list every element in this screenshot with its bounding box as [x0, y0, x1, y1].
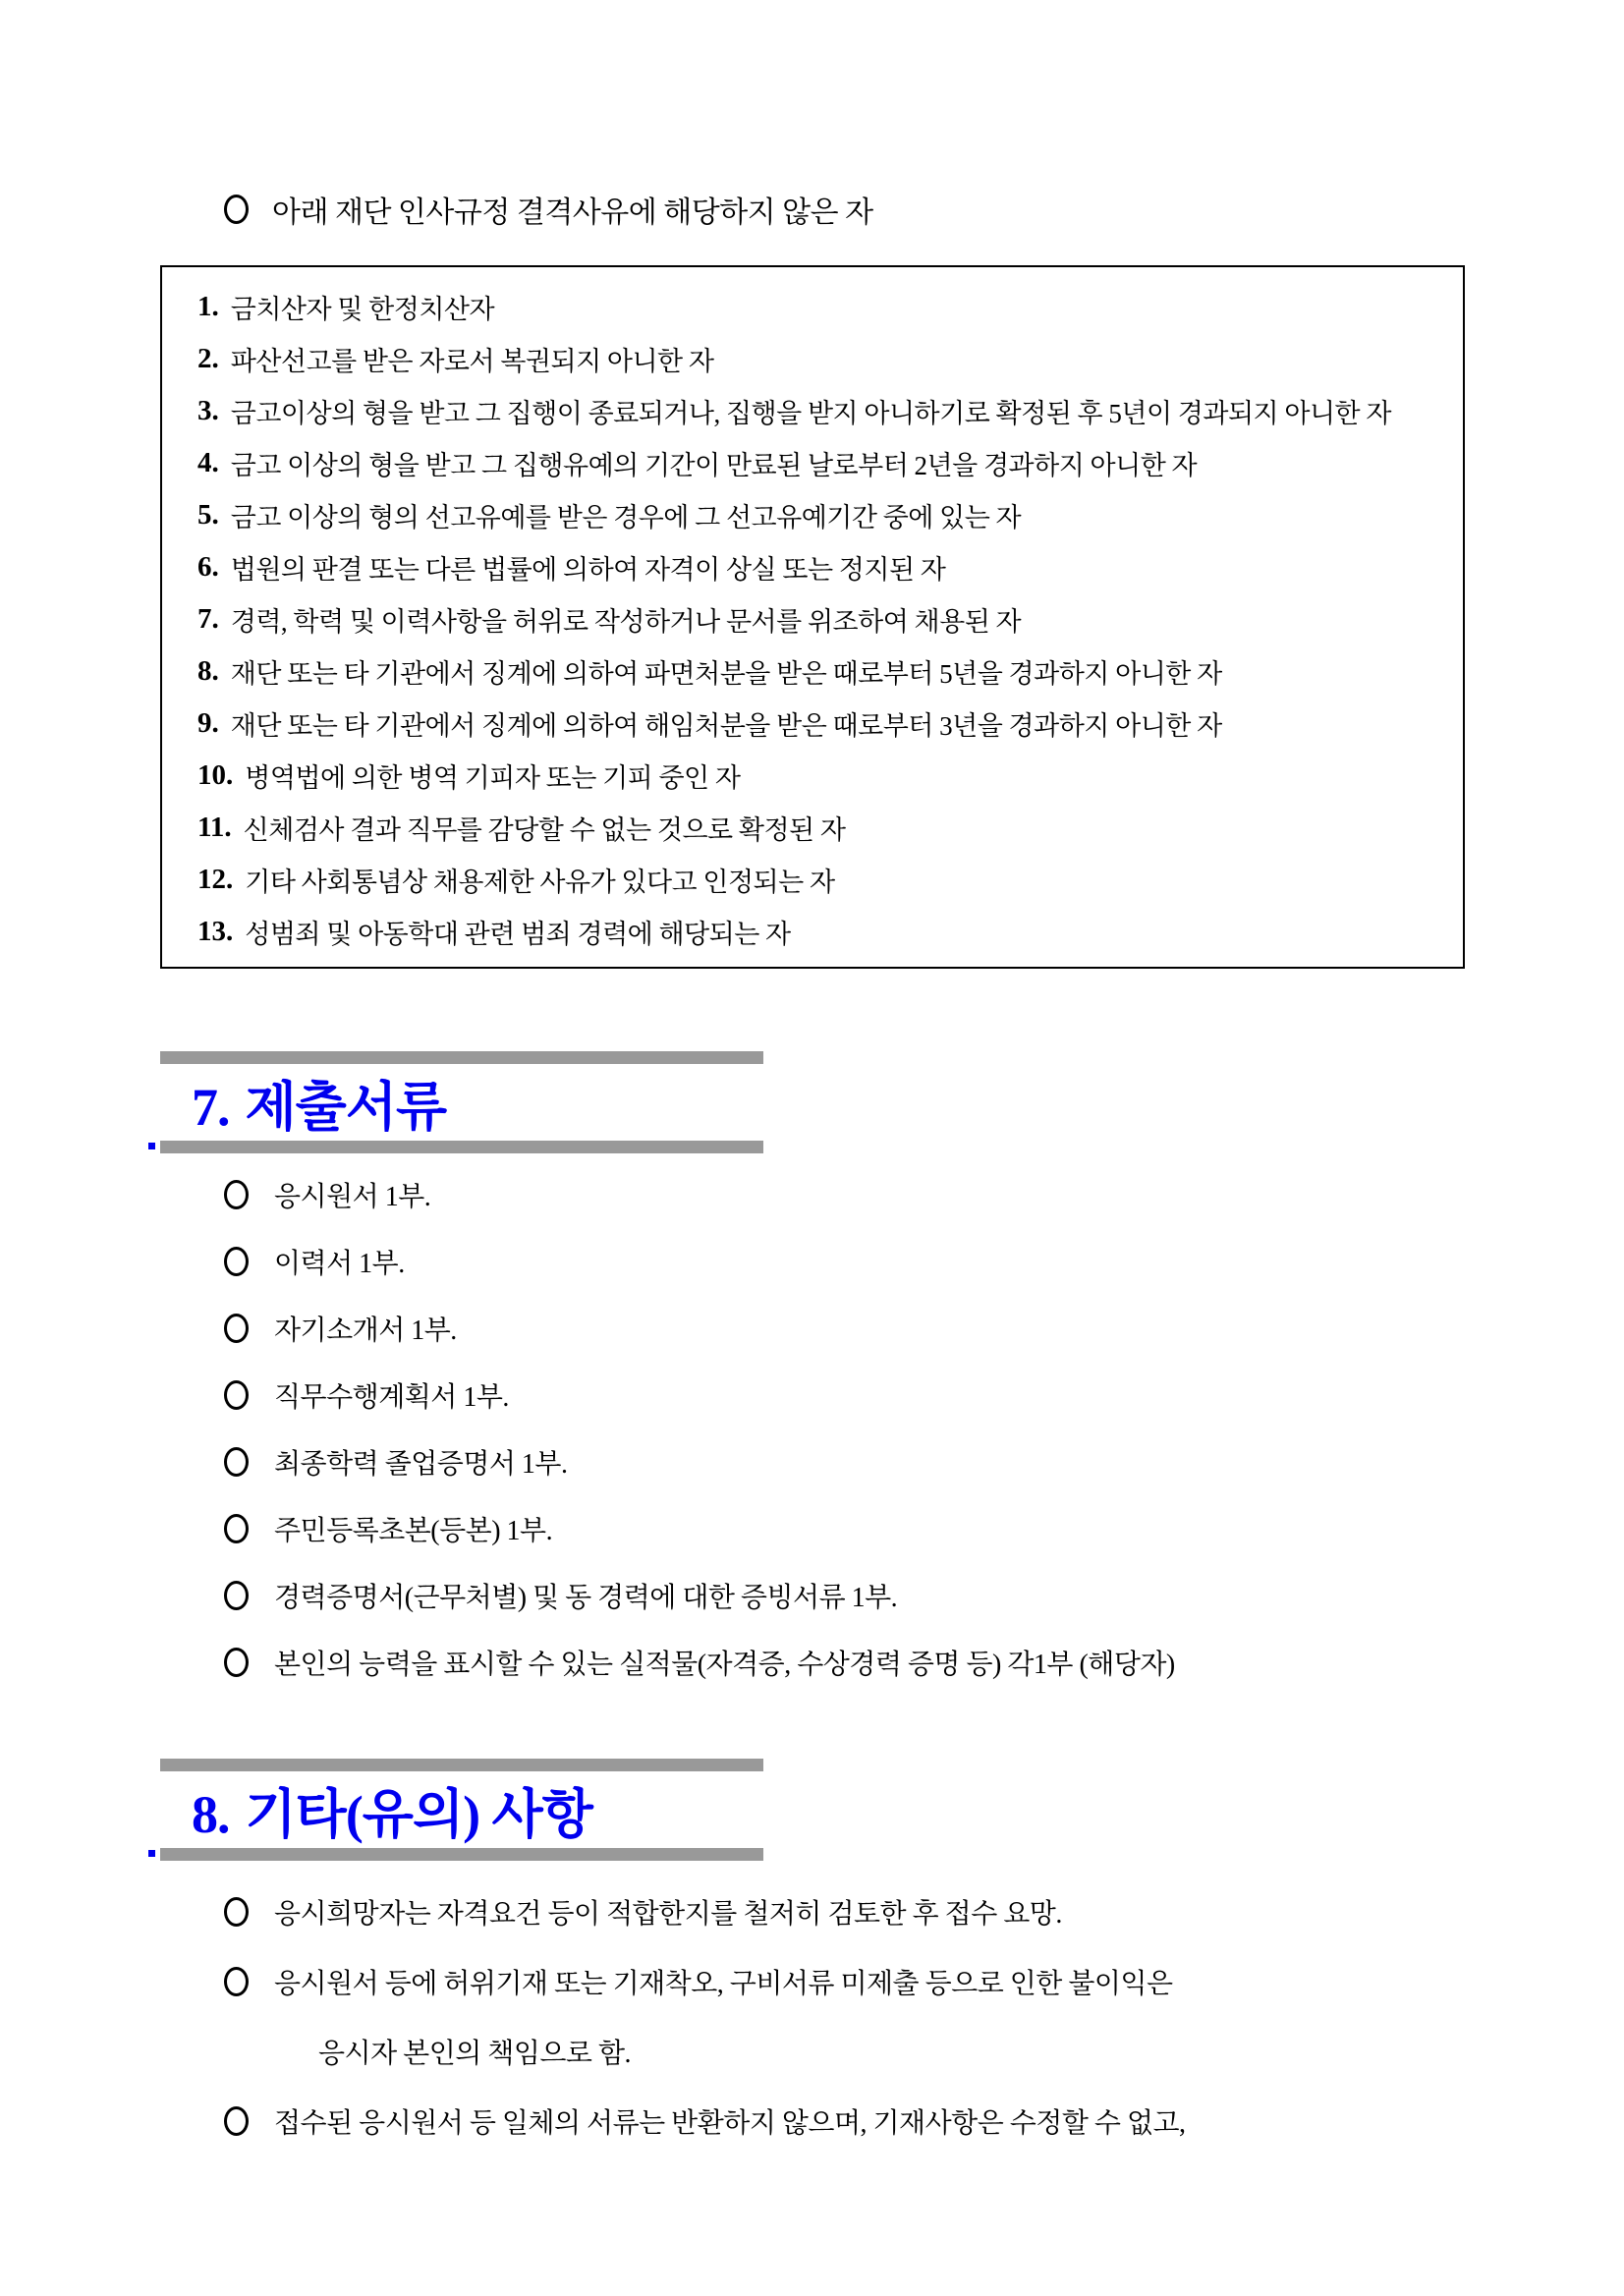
list-item: [197, 437, 1447, 489]
bullet-text: 직무수행계획서 1부.: [274, 1382, 509, 1413]
bullet-text: 경력증명서(근무처별) 및 동 경력에 대한 증빙서류 1부.: [274, 1583, 898, 1613]
item-number: 1.: [197, 291, 219, 322]
list-item: [197, 750, 1447, 802]
list-item: [224, 1295, 1175, 1362]
list-item: [197, 854, 1447, 906]
section-number: 7.: [192, 1077, 230, 1137]
item-text: 금고 이상의 형을 받고 그 집행유예의 기간이 만료된 날로부터 2년을 경과하지 아니한 자: [230, 451, 1198, 480]
bullet-text: 최종학력 졸업증명서 1부.: [274, 1449, 568, 1480]
item-text: 경력, 학력 및 이력사항을 허위로 작성하거나 문서를 위조하여 채용된 자: [230, 607, 1022, 637]
list-item: [197, 802, 1447, 854]
list-item: [197, 489, 1447, 541]
item-text: 법원의 판결 또는 다른 법률에 의하여 자격이 상실 또는 정지된 자: [230, 555, 946, 585]
item-number: 3.: [197, 395, 219, 426]
submission-documents-list: [224, 1161, 1175, 1696]
item-number: 7.: [197, 603, 219, 635]
circle-bullet-icon: [224, 1514, 249, 1543]
circle-bullet-icon: [224, 1314, 249, 1343]
item-text: 금고 이상의 형의 선고유예를 받은 경우에 그 선고유예기간 중에 있는 자: [230, 503, 1022, 532]
item-number: 13.: [197, 916, 234, 947]
circle-bullet-icon: [224, 2106, 249, 2136]
list-item: [197, 698, 1447, 750]
bullet-text: 본인의 능력을 표시할 수 있는 실적물(자격증, 수상경력 증명 등) 각1부 (해당자): [274, 1650, 1175, 1680]
list-item: [224, 1161, 1175, 1228]
item-number: 2.: [197, 343, 219, 374]
list-item: [197, 593, 1447, 645]
list-item: [224, 1495, 1175, 1562]
blue-dot-icon: [148, 1143, 155, 1149]
list-item: [224, 1629, 1175, 1696]
heading-bar-bottom: [160, 1141, 763, 1153]
list-item: [224, 1562, 1175, 1629]
list-item: [224, 1228, 1175, 1295]
list-item: [224, 1946, 1186, 2016]
item-text: 금고이상의 형을 받고 그 집행이 종료되거나, 집행을 받지 아니하기로 확정된 후 5년이 경과되지 아니한 자: [230, 399, 1391, 428]
bullet-text: 응시자 본인의 책임으로 함.: [318, 2038, 632, 2069]
item-number: 11.: [197, 812, 232, 843]
heading-bar-top: [160, 1051, 763, 1064]
bullet-text: 주민등록초본(등본) 1부.: [274, 1516, 553, 1546]
bullet-text: 접수된 응시원서 등 일체의 서류는 반환하지 않으며, 기재사항은 수정할 수 없고,: [274, 2107, 1186, 2139]
list-item: [224, 2086, 1186, 2156]
list-item: [197, 385, 1447, 437]
circle-bullet-icon: [224, 1447, 249, 1477]
list-item: [197, 906, 1447, 958]
list-item: [197, 333, 1447, 385]
section-8-heading-block: [160, 1759, 763, 1861]
item-number: 6.: [197, 551, 219, 583]
heading-bar-top: [160, 1759, 763, 1771]
intro-text: 아래 재단 인사규정 결격사유에 해당하지 않은 자: [272, 196, 873, 229]
bullet-text: 이력서 1부.: [274, 1249, 405, 1279]
item-number: 12.: [197, 864, 234, 895]
list-item: [224, 1428, 1175, 1495]
section-number: 8.: [192, 1784, 230, 1844]
bullet-text: 응시희망자는 자격요건 등이 적합한지를 철저히 검토한 후 접수 요망.: [274, 1898, 1062, 1930]
item-number: 5.: [197, 499, 219, 531]
item-number: 9.: [197, 707, 219, 739]
section-7-heading-block: [160, 1051, 763, 1153]
circle-bullet-icon: [224, 1380, 249, 1410]
item-text: 기타 사회통념상 채용제한 사유가 있다고 인정되는 자: [245, 868, 835, 897]
section-7-heading: [160, 1064, 763, 1141]
circle-bullet-icon: [224, 1967, 249, 1996]
item-text: 재단 또는 타 기관에서 징계에 의하여 파면처분을 받은 때로부터 5년을 경과하지 아니한 자: [230, 659, 1222, 689]
circle-bullet-icon: [224, 1648, 249, 1677]
bullet-text: 응시원서 1부.: [274, 1182, 431, 1212]
item-text: 금치산자 및 한정치산자: [230, 295, 495, 324]
blue-dot-icon: [148, 1850, 155, 1857]
circle-bullet-icon: [224, 1897, 249, 1927]
circle-bullet-icon: [224, 1247, 249, 1276]
list-item: [197, 281, 1447, 333]
heading-bar-bottom: [160, 1848, 763, 1861]
list-item-continuation: [224, 2016, 1186, 2086]
list-item: [197, 541, 1447, 593]
list-item: [224, 1876, 1186, 1946]
intro-line: [224, 187, 873, 232]
disqualification-box: [160, 265, 1465, 969]
list-item: [224, 1362, 1175, 1428]
item-text: 병역법에 의한 병역 기피자 또는 기피 중인 자: [245, 763, 741, 793]
bullet-text: 응시원서 등에 허위기재 또는 기재착오, 구비서류 미제출 등으로 인한 불이익은: [274, 1968, 1173, 1999]
item-text: 파산선고를 받은 자로서 복권되지 아니한 자: [230, 347, 714, 376]
section-title: 기타(유의) 사항: [245, 1784, 592, 1844]
circle-bullet-icon: [224, 195, 249, 224]
item-number: 8.: [197, 655, 219, 687]
section-title: 제출서류: [245, 1077, 447, 1137]
circle-bullet-icon: [224, 1581, 249, 1610]
item-number: 4.: [197, 447, 219, 478]
item-text: 재단 또는 타 기관에서 징계에 의하여 해임처분을 받은 때로부터 3년을 경과하지 아니한 자: [230, 711, 1222, 741]
bullet-text: 자기소개서 1부.: [274, 1316, 457, 1346]
notes-list: [224, 1876, 1186, 2156]
item-text: 신체검사 결과 직무를 감당할 수 없는 것으로 확정된 자: [243, 815, 846, 845]
section-8-heading: [160, 1771, 763, 1848]
circle-bullet-icon: [224, 1180, 249, 1209]
item-number: 10.: [197, 759, 234, 791]
item-text: 성범죄 및 아동학대 관련 범죄 경력에 해당되는 자: [245, 920, 791, 949]
list-item: [197, 645, 1447, 698]
